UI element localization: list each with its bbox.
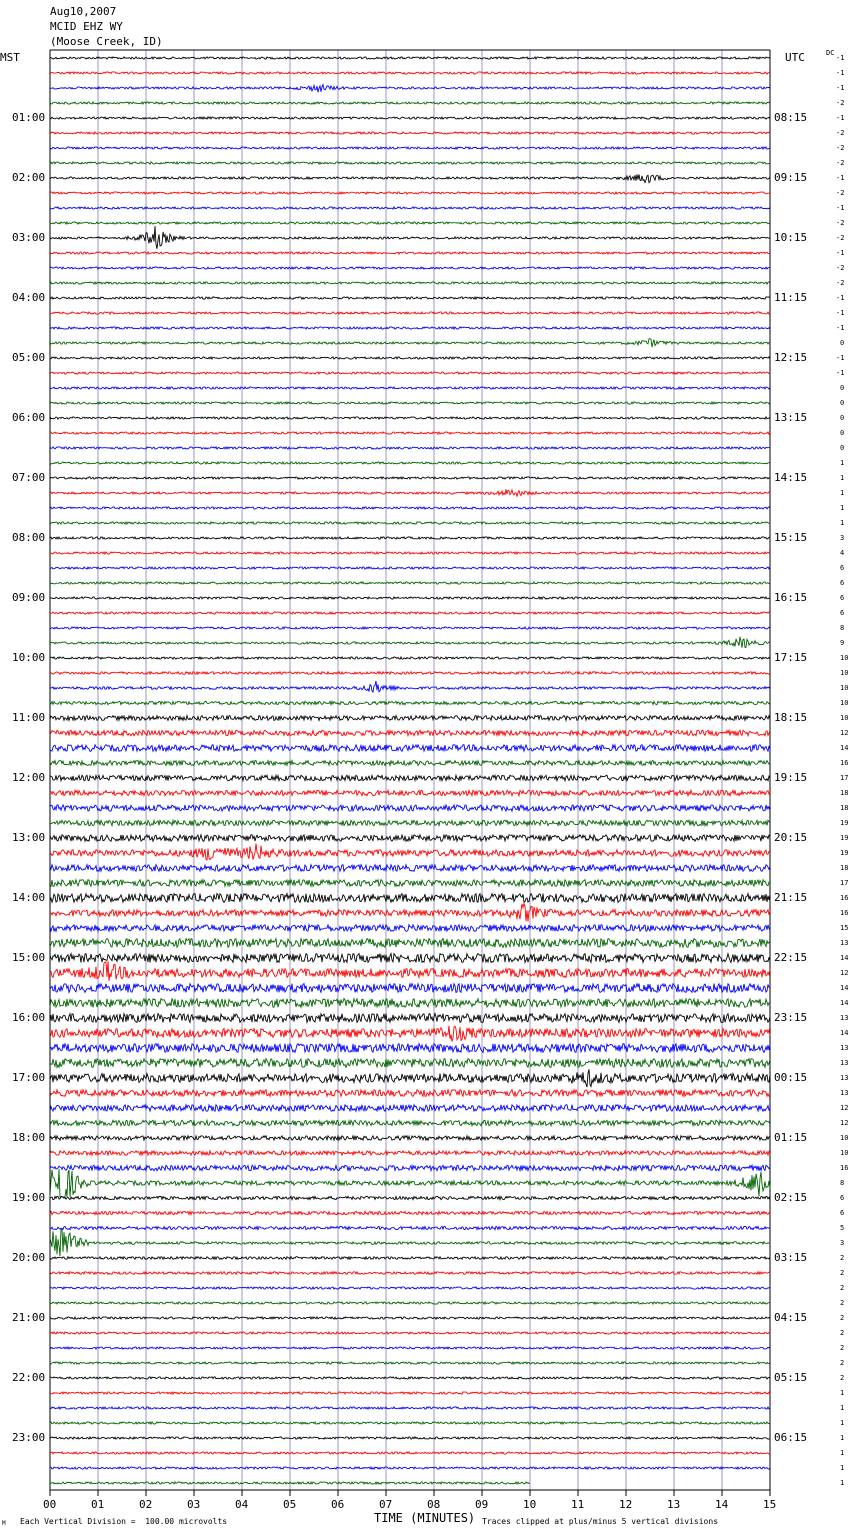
dc-offset-label: 0 [840,399,845,407]
left-hour-label: 16:00 [12,1011,46,1024]
right-hour-label: 17:15 [774,651,808,664]
dc-offset-header: DC [826,49,835,57]
trace-row-89 [50,1392,770,1394]
dc-offset-label: 2 [840,1344,845,1352]
dc-offset-label: 16 [840,909,849,917]
left-hour-label: 12:00 [12,771,46,784]
dc-offset-label: 13 [840,939,849,947]
dc-offset-label: 2 [840,1254,845,1262]
dc-offset-label: 10 [840,699,849,707]
trace-row-10 [50,207,770,209]
left-hour-label: 14:00 [12,891,46,904]
dc-offset-label: 2 [840,1329,845,1337]
trace-row-45 [50,730,770,735]
left-hour-label: 19:00 [12,1191,46,1204]
dc-offset-label: 2 [840,1299,845,1307]
right-hour-label: 09:15 [774,171,808,184]
left-hour-label: 10:00 [12,651,46,664]
trace-row-72 [50,1136,770,1140]
dc-offset-label: -2 [836,99,845,107]
trace-row-79 [50,1229,770,1256]
trace-row-3 [50,102,770,104]
trace-row-78 [50,1226,770,1229]
trace-row-61 [50,961,770,981]
dc-offset-label: -2 [836,189,845,197]
x-tick-label: 11 [571,1498,585,1511]
dc-offset-label: 13 [840,1074,849,1082]
x-tick-label: 07 [379,1498,393,1511]
trace-row-5 [50,132,770,134]
right-hour-label: 08:15 [774,111,808,124]
dc-offset-label: 12 [840,1119,849,1127]
trace-row-29 [50,489,770,496]
dc-offset-label: -2 [836,159,845,167]
trace-row-8 [50,174,770,182]
dc-offset-label: 0 [840,339,845,347]
dc-offset-label: 1 [840,1404,845,1412]
dc-offset-label: 2 [840,1269,845,1277]
right-hour-label: 16:15 [774,591,808,604]
dc-offset-label: 10 [840,1149,849,1157]
x-tick-label: 04 [235,1498,249,1511]
trace-row-34 [50,567,770,569]
header-date: Aug10,2007 [50,5,117,18]
trace-row-86 [50,1347,770,1349]
dc-offset-label: 12 [840,729,849,737]
trace-row-12 [50,226,770,249]
trace-row-90 [50,1407,770,1409]
dc-offset-label: 19 [840,819,849,827]
right-hour-label: 22:15 [774,951,808,964]
dc-offset-label: 16 [840,759,849,767]
left-hour-label: 08:00 [12,531,46,544]
trace-row-91 [50,1422,770,1424]
trace-row-88 [50,1377,770,1379]
trace-row-6 [50,147,770,149]
right-hour-label: 19:15 [774,771,808,784]
trace-row-15 [50,282,770,284]
left-hour-label: 06:00 [12,411,46,424]
dc-offset-label: -1 [836,114,845,122]
dc-offset-label: 13 [840,1089,849,1097]
trace-row-46 [50,745,770,752]
trace-row-81 [50,1272,770,1275]
trace-row-2 [50,85,770,93]
right-hour-label: 14:15 [774,471,808,484]
trace-row-28 [50,477,770,479]
x-axis-title: TIME (MINUTES) [374,1511,476,1525]
trace-row-16 [50,297,770,299]
dc-offset-label: 3 [840,1239,845,1247]
right-hour-label: 13:15 [774,411,808,424]
trace-row-14 [50,267,770,269]
trace-row-65 [50,1026,770,1042]
trace-row-73 [50,1151,770,1155]
x-tick-label: 02 [139,1498,153,1511]
trace-row-80 [50,1257,770,1260]
trace-row-40 [50,657,770,659]
left-hour-label: 23:00 [12,1431,46,1444]
dc-offset-label: -1 [836,84,845,92]
left-timezone-label: MST [0,51,20,64]
dc-offset-label: 9 [840,639,845,647]
dc-offset-label: 10 [840,684,849,692]
trace-row-17 [50,312,770,314]
right-hour-label: 12:15 [774,351,808,364]
right-hour-label: 21:15 [774,891,808,904]
dc-offset-label: -2 [836,219,845,227]
corner-mark: M [2,1520,6,1527]
dc-offset-label: 13 [840,1014,849,1022]
dc-offset-label: -2 [836,144,845,152]
dc-offset-label: 18 [840,804,849,812]
trace-row-30 [50,507,770,509]
dc-offset-label: 3 [840,534,845,542]
dc-offset-label: 1 [840,1479,845,1487]
trace-row-23 [50,402,770,404]
dc-offset-label: 13 [840,1059,849,1067]
right-hour-label: 05:15 [774,1371,808,1384]
scale-note: Each Vertical Division = 100.00 microvolts [20,1517,228,1526]
trace-row-43 [50,701,770,704]
dc-offset-label: 14 [840,1029,849,1037]
clip-note: Traces clipped at plus/minus 5 vertical divisions [482,1517,719,1526]
trace-row-35 [50,582,770,584]
trace-row-58 [50,925,770,932]
trace-row-59 [50,939,770,948]
dc-offset-label: 1 [840,489,845,497]
dc-offset-label: 13 [840,1044,849,1052]
trace-row-83 [50,1302,770,1304]
dc-offset-label: 1 [840,519,845,527]
right-hour-label: 01:15 [774,1131,808,1144]
trace-row-75 [50,1169,770,1197]
right-hour-label: 15:15 [774,531,808,544]
dc-offset-label: -2 [836,264,845,272]
trace-row-31 [50,522,770,524]
trace-row-1 [50,72,770,74]
trace-row-54 [50,865,770,872]
x-tick-label: 01 [91,1498,105,1511]
trace-row-51 [50,820,770,825]
dc-offset-label: -2 [836,279,845,287]
x-tick-label: 00 [43,1498,57,1511]
trace-row-9 [50,192,770,194]
x-tick-label: 15 [763,1498,777,1511]
x-tick-label: 13 [667,1498,681,1511]
dc-offset-label: 1 [840,1464,845,1472]
left-hour-label: 22:00 [12,1371,46,1384]
trace-row-22 [50,387,770,389]
dc-offset-label: 0 [840,414,845,422]
trace-row-37 [50,612,770,614]
trace-row-62 [50,984,770,993]
trace-row-41 [50,672,770,675]
trace-row-32 [50,537,770,539]
header-station: MCID EHZ WY [50,20,123,33]
trace-row-38 [50,627,770,629]
x-tick-label: 03 [187,1498,201,1511]
right-hour-label: 11:15 [774,291,808,304]
dc-offset-label: 16 [840,1164,849,1172]
trace-row-19 [50,339,770,347]
dc-offset-label: 1 [840,1434,845,1442]
left-hour-label: 03:00 [12,231,46,244]
x-axis-ticks [50,1490,770,1496]
dc-offset-label: 14 [840,984,849,992]
trace-row-82 [50,1287,770,1289]
dc-offset-label: 10 [840,654,849,662]
trace-row-55 [50,880,770,887]
trace-row-48 [50,775,770,780]
left-hour-label: 13:00 [12,831,46,844]
trace-row-0 [50,57,770,59]
trace-row-74 [50,1165,770,1170]
dc-offset-label: 2 [840,1359,845,1367]
dc-offset-label: 5 [840,1224,845,1232]
right-hour-label: 03:15 [774,1251,808,1264]
dc-offset-label: -1 [836,69,845,77]
dc-offset-label: -1 [836,249,845,257]
dc-offset-label: -1 [836,204,845,212]
left-hour-label: 20:00 [12,1251,46,1264]
trace-row-26 [50,447,770,449]
trace-row-20 [50,357,770,359]
left-hour-label: 07:00 [12,471,46,484]
left-hour-label: 15:00 [12,951,46,964]
left-hour-label: 09:00 [12,591,46,604]
dc-offset-label: 15 [840,924,849,932]
x-tick-label: 10 [523,1498,537,1511]
dc-offset-label: 4 [840,549,845,557]
dc-offset-label: 1 [840,474,845,482]
dc-offset-label: 17 [840,774,849,782]
trace-row-33 [50,552,770,554]
trace-row-52 [50,835,770,842]
trace-row-77 [50,1211,770,1214]
dc-offset-label: 8 [840,624,845,632]
right-hour-label: 06:15 [774,1431,808,1444]
trace-row-50 [50,805,770,811]
trace-row-57 [50,904,770,922]
dc-offset-label: 10 [840,714,849,722]
trace-row-18 [50,327,770,329]
trace-row-84 [50,1317,770,1319]
trace-row-47 [50,761,770,766]
dc-offset-label: 17 [840,879,849,887]
left-hour-label: 02:00 [12,171,46,184]
dc-offset-label: 12 [840,969,849,977]
left-hour-label: 01:00 [12,111,46,124]
trace-row-66 [50,1044,770,1053]
dc-offset-label: 18 [840,864,849,872]
dc-offset-label: -1 [836,54,845,62]
trace-row-27 [50,462,770,464]
right-hour-label: 04:15 [774,1311,808,1324]
x-tick-label: 09 [475,1498,489,1511]
dc-offset-label: 0 [840,384,845,392]
dc-offset-label: 10 [840,669,849,677]
trace-row-11 [50,222,770,224]
trace-row-69 [50,1090,770,1097]
trace-row-63 [50,999,770,1008]
dc-offset-label: 14 [840,744,849,752]
left-hour-label: 11:00 [12,711,46,724]
right-hour-label: 10:15 [774,231,808,244]
dc-offset-label: 1 [840,1389,845,1397]
dc-offset-label: 8 [840,1179,845,1187]
trace-row-94 [50,1467,770,1469]
right-hour-label: 02:15 [774,1191,808,1204]
dc-offset-label: 6 [840,564,845,572]
seismic-traces [50,57,770,1484]
x-tick-label: 05 [283,1498,297,1511]
trace-row-53 [50,844,770,860]
trace-row-24 [50,417,770,419]
dc-offset-label: 2 [840,1374,845,1382]
right-hour-label: 20:15 [774,831,808,844]
x-tick-label: 06 [331,1498,345,1511]
dc-offset-label: 1 [840,459,845,467]
trace-row-67 [50,1059,770,1068]
trace-row-25 [50,432,770,434]
dc-offset-label: 1 [840,504,845,512]
trace-row-4 [50,117,770,119]
trace-row-87 [50,1362,770,1364]
trace-row-70 [50,1105,770,1112]
trace-row-64 [50,1014,770,1023]
dc-offset-label: 6 [840,609,845,617]
right-hour-label: 00:15 [774,1071,808,1084]
x-tick-label: 12 [619,1498,633,1511]
trace-row-92 [50,1437,770,1439]
dc-offset-label: 18 [840,789,849,797]
left-hour-label: 18:00 [12,1131,46,1144]
left-hour-label: 21:00 [12,1311,46,1324]
dc-offset-label: 6 [840,1209,845,1217]
dc-offset-label: -2 [836,129,845,137]
trace-row-42 [50,681,770,692]
dc-offset-label: 14 [840,954,849,962]
trace-row-13 [50,252,770,254]
dc-offset-label: -1 [836,294,845,302]
dc-offset-label: -1 [836,354,845,362]
dc-offset-label: -1 [836,309,845,317]
dc-offset-label: 2 [840,1314,845,1322]
trace-row-49 [50,790,770,795]
left-hour-label: 17:00 [12,1071,46,1084]
right-hour-label: 23:15 [774,1011,808,1024]
trace-row-60 [50,954,770,963]
trace-row-68 [50,1069,770,1087]
trace-row-39 [50,637,770,648]
dc-offset-label: 1 [840,1419,845,1427]
right-hour-label: 18:15 [774,711,808,724]
x-tick-label: 08 [427,1498,441,1511]
dc-offset-label: -1 [836,174,845,182]
dc-offset-label: 12 [840,1104,849,1112]
dc-offset-label: 0 [840,444,845,452]
dc-offset-label: -1 [836,369,845,377]
dc-offset-label: 2 [840,1284,845,1292]
x-tick-label: 14 [715,1498,729,1511]
trace-row-44 [50,716,770,721]
left-hour-label: 04:00 [12,291,46,304]
dc-offset-label: -1 [836,324,845,332]
trace-row-71 [50,1120,770,1125]
dc-offset-label: 6 [840,594,845,602]
right-timezone-label: UTC [785,51,805,64]
dc-offset-label: 19 [840,834,849,842]
trace-row-76 [50,1196,770,1199]
left-hour-label: 05:00 [12,351,46,364]
trace-row-21 [50,372,770,374]
dc-offset-label: 14 [840,999,849,1007]
dc-offset-label: 0 [840,429,845,437]
trace-row-93 [50,1452,770,1454]
dc-offset-label: 6 [840,579,845,587]
trace-row-56 [50,894,770,903]
trace-row-7 [50,162,770,164]
dc-offset-label: 10 [840,1134,849,1142]
dc-offset-label: 6 [840,1194,845,1202]
dc-offset-label: 1 [840,1449,845,1457]
dc-offset-label: 19 [840,849,849,857]
dc-offset-label: -2 [836,234,845,242]
dc-offset-label: 16 [840,894,849,902]
trace-row-85 [50,1332,770,1334]
header-location: (Moose Creek, ID) [50,35,163,48]
trace-row-36 [50,597,770,599]
